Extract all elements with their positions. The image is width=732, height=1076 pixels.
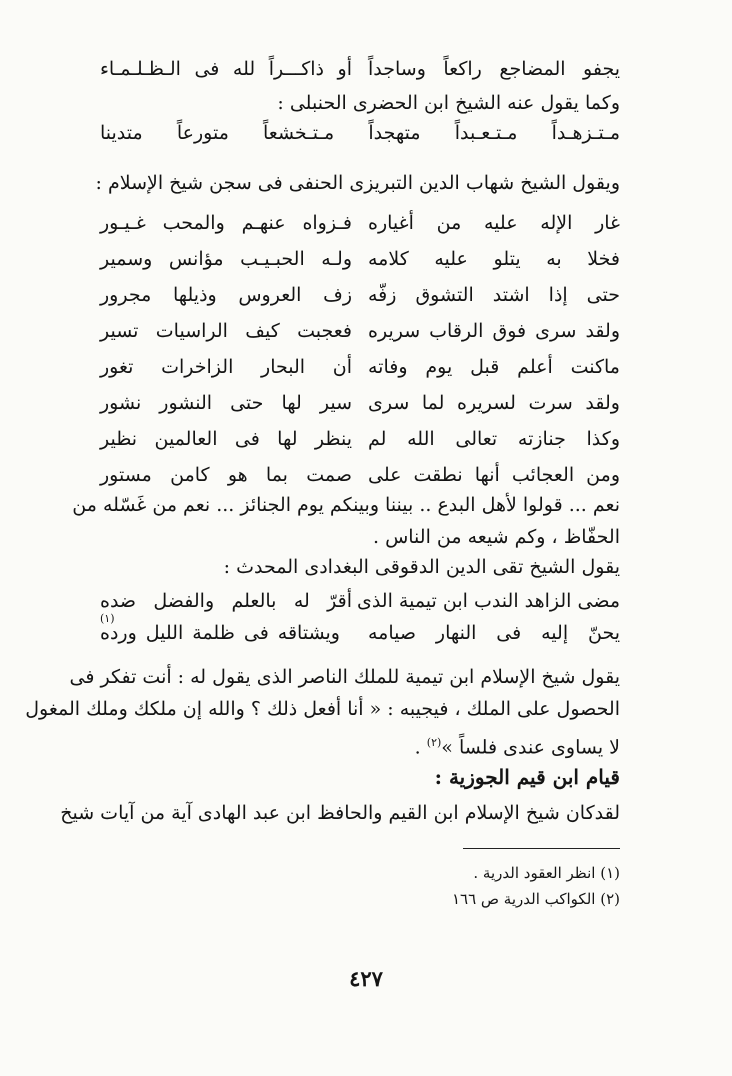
footnote-separator: [463, 848, 620, 849]
footnote-reference: (٢): [426, 736, 442, 749]
verse-second-hemistich: أن البحار الزاخرات تغور: [100, 356, 352, 378]
poem-line: [100, 612, 620, 650]
poem-line: [100, 584, 620, 618]
poem-line: [100, 458, 620, 492]
verse-first-hemistich: مضى الزاهد الندب ابن تيمية الذى: [356, 590, 620, 612]
footnote: (١) انظر العقود الدرية .: [473, 864, 620, 882]
verse-first-hemistich: ماكنت أعلم قبل يوم وفاته: [368, 356, 620, 378]
poem-line: [100, 206, 620, 240]
footnote-reference: (١): [100, 612, 115, 625]
verse-first-hemistich: ولقد سرت لسريره لما سرى: [368, 392, 620, 414]
verse-second-hemistich: فـزواه عنهـم والمحب غـيـور: [100, 212, 352, 234]
intro-daquqi: يقول الشيخ تقى الدين الدقوقى البغدادى المحدث :: [223, 556, 620, 578]
verse-first-hemistich: يحنّ إليه فى النهار صيامه: [368, 622, 620, 644]
verse-second-hemistich: ويشتاقه فى ظلمة الليل ورده: [100, 622, 340, 644]
verse-first-hemistich: فخلا به يتلو عليه كلامه: [368, 248, 620, 270]
footnote: (٢) الكواكب الدرية ص ١٦٦: [451, 890, 620, 908]
poem-line: [100, 52, 620, 86]
verse-first-hemistich: يجفو المضاجع راكعاً وساجداً: [368, 58, 620, 80]
sultan-paragraph-line-2: الحصول على الملك ، فيجيبه : « أنا أفعل ذلك ؟ والله إن ملكك وملك المغول: [25, 698, 620, 720]
poem-line: [100, 386, 620, 420]
verse-second-hemistich: ينظر لها فى العالمين نظير: [100, 428, 352, 450]
verse-second-hemistich: زف العروس وذيلها مجرور: [100, 284, 352, 306]
section-heading: قيام ابن قيم الجوزية :: [434, 765, 620, 789]
sentence-end: .: [414, 736, 427, 759]
verse-second-hemistich: أو ذاكـــراً لله فى الـظـلـمـاء: [100, 58, 352, 80]
hanbali-verse: مـتـزهـداً مـتـعـبداً متهجداً مـتـخشعاً متورعاً متدينا: [100, 122, 620, 144]
funeral-paragraph-continued: الحفّاظ ، وكم شيعه من الناس .: [372, 526, 620, 548]
verse-second-hemistich: صمت بما هو كامن مستور: [100, 464, 352, 486]
verse-first-hemistich: غار الإله عليه من أغياره: [368, 212, 620, 234]
verse-second-hemistich: سير لها حتى النشور نشور: [100, 392, 352, 414]
section-first-line: لقدكان شيخ الإسلام ابن القيم والحافظ ابن عبد الهادى آية من آيات شيخ: [60, 802, 620, 824]
verse-second-hemistich: ولـه الحبـيـب مؤانس وسمير: [100, 248, 352, 270]
poem-line: [100, 350, 620, 384]
poem-line: [100, 422, 620, 456]
funeral-paragraph: نعم ... قولوا لأهل البدع .. بيننا وبينكم يوم الجنائز ... نعم من غَسّله من: [72, 494, 620, 516]
poem-line: [100, 314, 620, 348]
verse-first-hemistich: وكذا جنازته تعالى الله لم: [368, 428, 620, 450]
verse-first-hemistich: ومن العجائب أنها نطقت على: [368, 464, 620, 486]
verse-first-hemistich: حتى إذا اشتد التشوق زفّه: [368, 284, 620, 306]
verse-first-hemistich: ولقد سرى فوق الرقاب سريره: [368, 320, 620, 342]
intro-tabrizi: ويقول الشيخ شهاب الدين التبريزى الحنفى فى سجن شيخ الإسلام :: [95, 172, 620, 194]
verse-second-hemistich: فعجبت كيف الراسيات تسير: [100, 320, 352, 342]
sultan-paragraph-line-3: [100, 728, 620, 762]
poem-line: [100, 278, 620, 312]
sultan-quote-end: لا يساوى عندى فلساً »: [441, 736, 620, 759]
verse-second-hemistich: أقرّ له بالعلم والفضل ضده: [100, 590, 352, 612]
sultan-paragraph: يقول شيخ الإسلام ابن تيمية للملك الناصر الذى يقول له : أنت تفكر فى: [69, 666, 620, 688]
poem-line: [100, 242, 620, 276]
intro-hanbali: وكما يقول عنه الشيخ ابن الحضرى الحنبلى :: [277, 92, 620, 114]
page-number: ٤٢٧: [349, 966, 383, 991]
